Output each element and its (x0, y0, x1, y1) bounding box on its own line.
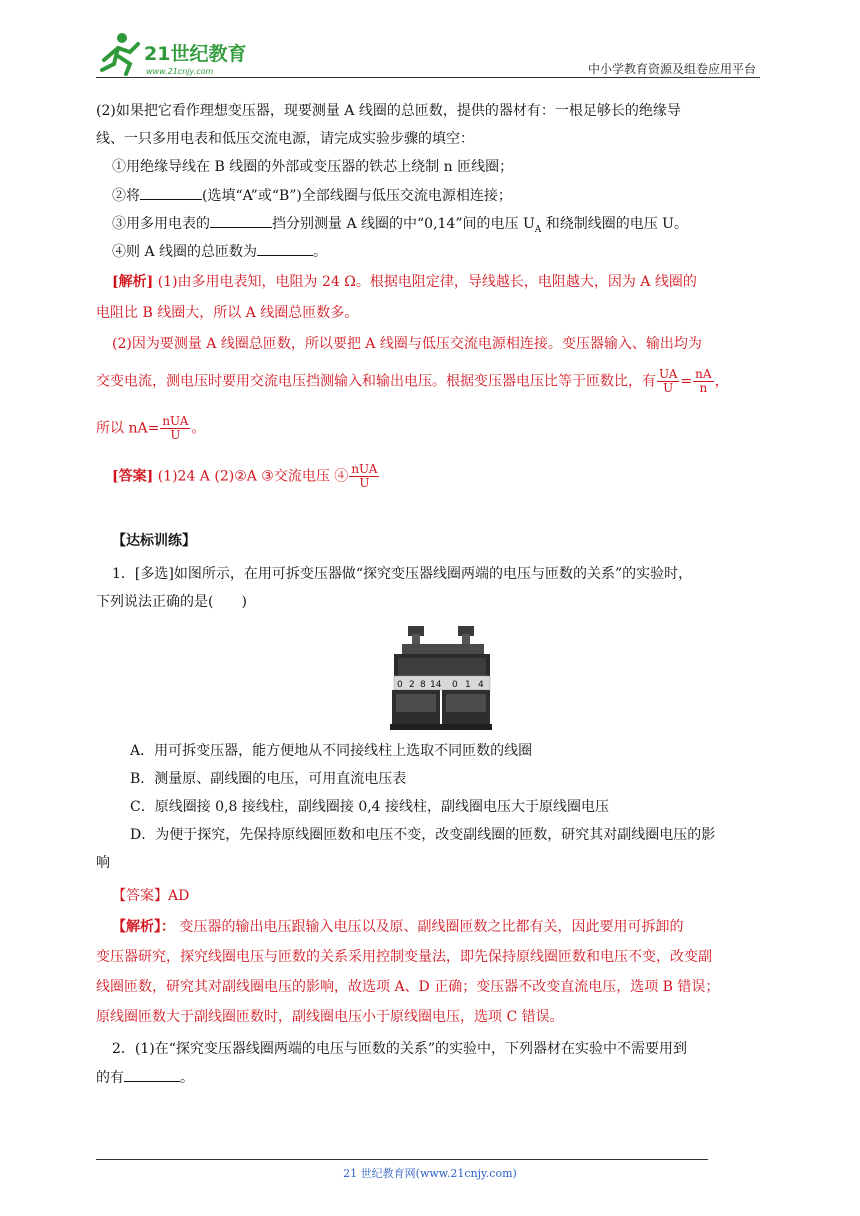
q1-analysis-line3: 线圈匝数，研究其对副线圈电压的影响，故选项 A、D 正确；变压器不改变直流电压，选项 B 错误； (96, 979, 720, 995)
q2-step2-prefix: ②将 (112, 188, 140, 204)
q2-step2-suffix: (选填“A”或“B”)全部线圈与低压交流电源相连接； (202, 188, 512, 204)
q2-step1: ①用绝缘导线在 B 线圈的外部或变压器的铁芯上绕制 n 匝线圈； (112, 159, 514, 175)
site-logo (96, 30, 256, 78)
analysis1-line5 (96, 415, 764, 442)
period: 。 (191, 420, 206, 437)
analysis1-text1: (1)由多用电表知，电阻为 24 Ω。根据电阻定律，导线越长，电阻越大，因为 A 线圈的 (153, 274, 697, 290)
q2-stem-line1: 2．(1)在“探究变压器线圈两端的电压与匝数的关系”的实验中，下列器材在实验中不需要用到 (112, 1041, 688, 1057)
q2-intro-line2: 线、一只多用电表和低压交流电源，请完成实验步骤的填空： (96, 131, 474, 147)
q2-stem-suffix: 。 (180, 1070, 194, 1086)
terminal-label: 1 (465, 680, 471, 690)
q1-stem-line1: 1．[多选]如图所示，在用可拆变压器做“探究变压器线圈两端的电压与匝数的关系”的实验时， (112, 566, 693, 582)
q1-option-a: A．用可拆变压器，能方便地从不同接线柱上选取不同匝数的线圈 (130, 743, 533, 759)
q2-step4-suffix: 。 (313, 244, 328, 260)
analysis1-line3: (2)因为要测量 A 线圈总匝数，所以要把 A 线圈与低压交流电源相连接。变压器输入、输出均为 (112, 336, 702, 352)
analysis1-tag: [解析] (112, 274, 154, 290)
platform-name: 中小学教育资源及组卷应用平台 (587, 62, 756, 76)
analysis1-text4: 交变电流，测电压时要用交流电压挡测输入和输出电压。根据变压器电压比等于匝数比，有 (96, 373, 656, 390)
q2-step4 (112, 241, 780, 262)
header-divider (96, 77, 760, 78)
answer1-fraction: $\frac{\text{nUA}}{U}$ (351, 462, 378, 490)
analysis1-line4 (96, 368, 764, 395)
q1-option-c: C．原线圈接 0,8 接线柱，副线圈接 0,4 接线柱，副线圈电压大于原线圈电压 (130, 799, 610, 815)
terminal-label: 8 (420, 680, 426, 690)
comma: ， (714, 373, 729, 390)
fraction-nua-over-u: $\frac{\text{nUA}}{U}$ (162, 414, 189, 442)
answer-blank[interactable] (124, 1067, 180, 1082)
answer1 (112, 463, 780, 490)
answer-blank[interactable] (257, 241, 313, 256)
q2-intro-line1: (2)如果把它看作理想变压器，现要测量 A 线圈的总匝数，提供的器材有：一根足够长的绝缘导 (96, 103, 681, 119)
q1-option-d-line1: D．为便于探究，先保持原线圈匝数和电压不变，改变副线圈的匝数，研究其对副线圈电压的影 (130, 827, 716, 843)
terminal-label: 0 (397, 680, 403, 690)
answer1-tag: [答案] (112, 468, 154, 485)
transformer-photo (386, 624, 496, 732)
q1-stem-line2: 下列说法正确的是( ) (96, 594, 247, 610)
q1-option-b: B．测量原、副线圈的电压，可用直流电压表 (130, 771, 407, 787)
fraction-na-over-n: $\frac{nA}{n}$ (695, 367, 712, 395)
q1-option-d-line2: 响 (96, 855, 110, 871)
footer-divider (96, 1159, 708, 1160)
q2-step3 (112, 213, 780, 240)
terminal-label: 2 (409, 680, 415, 690)
q1-answer: 【答案】AD (112, 888, 190, 904)
analysis1-line1 (112, 272, 780, 292)
logo-text: 21世纪教育 (144, 43, 247, 65)
q2-step4-prefix: ④则 A 线圈的总匝数为 (112, 244, 258, 260)
equals-sign: = (680, 373, 693, 390)
q1-analysis-tag: 【解析】： (112, 919, 175, 935)
answer1-text: (1)24 A (2)②A ③交流电压 ④ (153, 468, 349, 485)
analysis1-line2: 电阻比 B 线圈大，所以 A 线圈总匝数多。 (96, 305, 359, 321)
q1-analysis-line2: 变压器研究，探究线圈电压与匝数的关系采用控制变量法，即先保持原线圈匝数和电压不变，改变副 (96, 949, 712, 965)
section-title: 【达标训练】 (112, 533, 196, 549)
q1-analysis-line4: 原线圈匝数大于副线圈匝数时，副线圈电压小于原线圈电压，选项 C 错误。 (96, 1009, 564, 1025)
q2-step2 (112, 185, 780, 206)
q1-analysis-line1 (112, 917, 780, 937)
logo-url: www.21cnjy.com (146, 67, 214, 76)
q1-analysis-text1: 变压器的输出电压跟输入电压以及原、副线圈匝数之比都有关，因此要用可拆卸的 (175, 919, 684, 935)
analysis1-text5: 所以 nA= (96, 420, 160, 437)
terminal-label: 4 (478, 680, 484, 690)
answer-blank[interactable] (140, 185, 202, 200)
runner-icon (102, 33, 138, 74)
terminal-label: 0 (452, 680, 458, 690)
terminal-label: 14 (430, 680, 442, 690)
q2-stem-line2 (96, 1067, 764, 1088)
q2-step3-middle: 挡分别测量 A 线圈的中“0,14”间的电压 U (272, 216, 535, 232)
fraction-ua-over-u: $\frac{UA}{U}$ (659, 367, 678, 395)
q2-step3-suffix: 和绕制线圈的电压 U。 (541, 216, 688, 232)
q2-step3-subscript: A (534, 224, 542, 235)
q2-step3-prefix: ③用多用电表的 (112, 216, 210, 232)
answer-blank[interactable] (210, 213, 272, 228)
q2-stem-prefix: 的有 (96, 1070, 124, 1086)
footer-text: 21 世纪教育网(www.21cnjy.com) (343, 1167, 517, 1180)
